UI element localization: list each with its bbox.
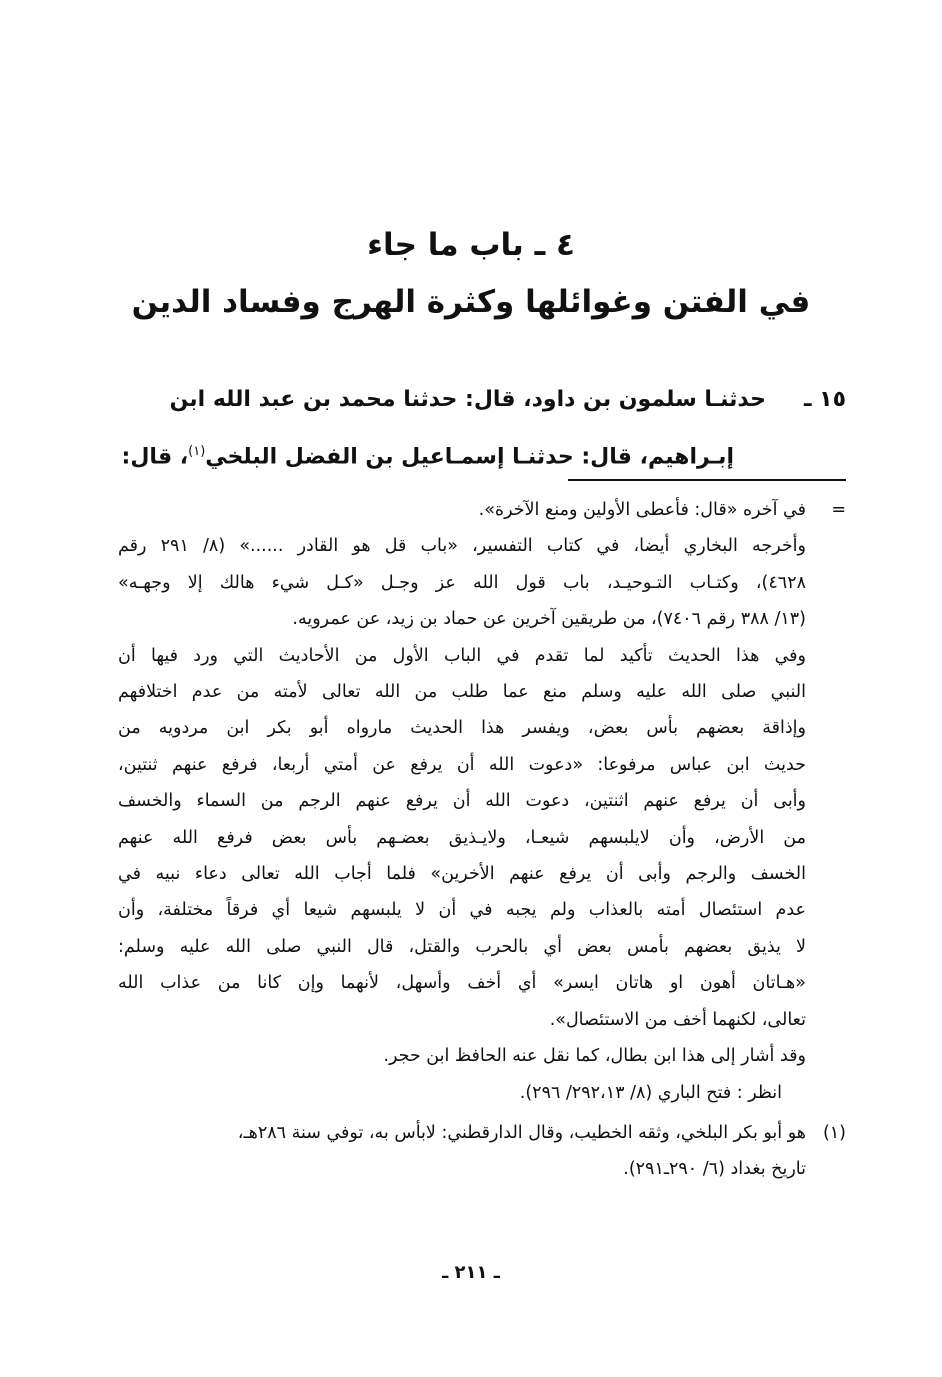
continuation-marker: = (831, 500, 846, 520)
note-line: حديث ابن عباس مرفوعا: «دعوت الله أن يرفع عن أمتي أربعا، فرفع عنهم ثنتين، (118, 754, 806, 775)
ibn-battal-note: وقد أشار إلى هذا ابن بطال، كما نقل عنه الحافظ ابن حجر. (383, 1046, 806, 1067)
note-line: النبي صلى الله عليه وسلم منع عما طلب من الله تعالى لأمته من عدم اختلافهم (118, 682, 806, 703)
note-line: عدم استئصال أمته بالعذاب ولم يجبه في أن لا يلبسهم شيعا أي فرقاً مختلفة، وأن (118, 900, 806, 921)
note-line: وأبى أن يرفع عنهم اثنتين، دعوت الله أن يرفع عنهم الرجم من السماء والخسف (118, 791, 806, 812)
note-line: «هـاتان أهون او هاتان ايسر» أي أخف وأسهل، لأنهما وإن كانا من عذاب الله (118, 973, 806, 994)
see-also-reference: انظر : فتح الباري (٨/ ٢٩٢،١٣/ ٢٩٦). (519, 1082, 782, 1103)
hadith-line-2 (118, 426, 846, 483)
hadith-line-2-text: إبـراهيم، قال: حدثنـا إسمـاعيل بن الفضل البلخي (205, 444, 734, 470)
footnotes-area (118, 492, 846, 1188)
chapter-number: ٤ ـ باب ما جاء (367, 227, 575, 263)
footnote-reference[interactable]: (١) (188, 444, 206, 459)
hadith-line-2-end: ، قال: (121, 444, 189, 470)
footnote-1 (118, 1115, 846, 1188)
note-line: وأخرجه البخاري أيضا، في كتاب التفسير، «باب قل هو القادر ......» (٨/ ٢٩١ رقم (118, 536, 806, 557)
hadith-line-1-text: حدثنـا سلمون بن داود، قال: حدثنا محمد بن عبد الله ابن (169, 387, 766, 412)
notes-body (118, 528, 846, 1074)
footnote-text: هو أبو بكر البلخي، وثقه الخطيب، وقال الدارقطني: لابأس به، توفي سنة ٢٨٦هـ، (237, 1122, 806, 1143)
note-line: تعالى، لكنهما أخف من الاستئصال». (549, 1009, 806, 1030)
note-line: ٤٦٢٨)، وكتـاب التـوحيـد، باب قول الله عز وجـل «كـل شيء هالك إلا وجهـه» (118, 572, 806, 593)
hadith-line-1 (118, 374, 846, 426)
note-line: وفي هذا الحديث تأكيد لما تقدم في الباب الأول من الأحاديث التي ورد فيها أن (118, 645, 806, 666)
note-line: لا يذيق بعضهم بأمس بعض أي بالحرب والقتل، قال النبي صلى الله عليه وسلم: (118, 936, 806, 957)
footnote-mark: (١) (822, 1122, 846, 1143)
note-line: وإذاقة بعضهم بأس بعض، ويفسر هذا الحديث مارواه أبو بكر ابن مردويه من (118, 718, 806, 739)
footnote-separator (568, 479, 846, 481)
note-line: (١٣/ ٣٨٨ رقم ٧٤٠٦)، من طريقين آخرين عن حماد بن زيد، عن عمرويه. (292, 609, 806, 630)
chapter-title: في الفتن وغوائلها وكثرة الهرج وفساد الدين (131, 284, 811, 320)
continuation-note (118, 492, 846, 528)
chapter-heading (120, 218, 822, 332)
hadith-number: ١٥ ـ (803, 387, 846, 412)
note-line: من الأرض، وأن لايلبسهم شيعـا، ولايـذيق بعضـهم بأس بعض فرفع الله عنهم (118, 827, 806, 848)
page-number: ـ ٢١١ ـ (442, 1262, 500, 1283)
note-line: الخسف والرجم وأبى أن يرفع عنهم الأخرين» فلما أجاب الله تعالى دعاء نبيه في (118, 864, 806, 885)
continuation-text: في آخره «قال: فأعطى الأولين ومنع الآخرة». (478, 500, 806, 520)
hadith-text (118, 374, 846, 483)
footnote-text-2: تاريخ بغداد (٦/ ٢٩٠ـ٢٩١). (623, 1159, 806, 1180)
